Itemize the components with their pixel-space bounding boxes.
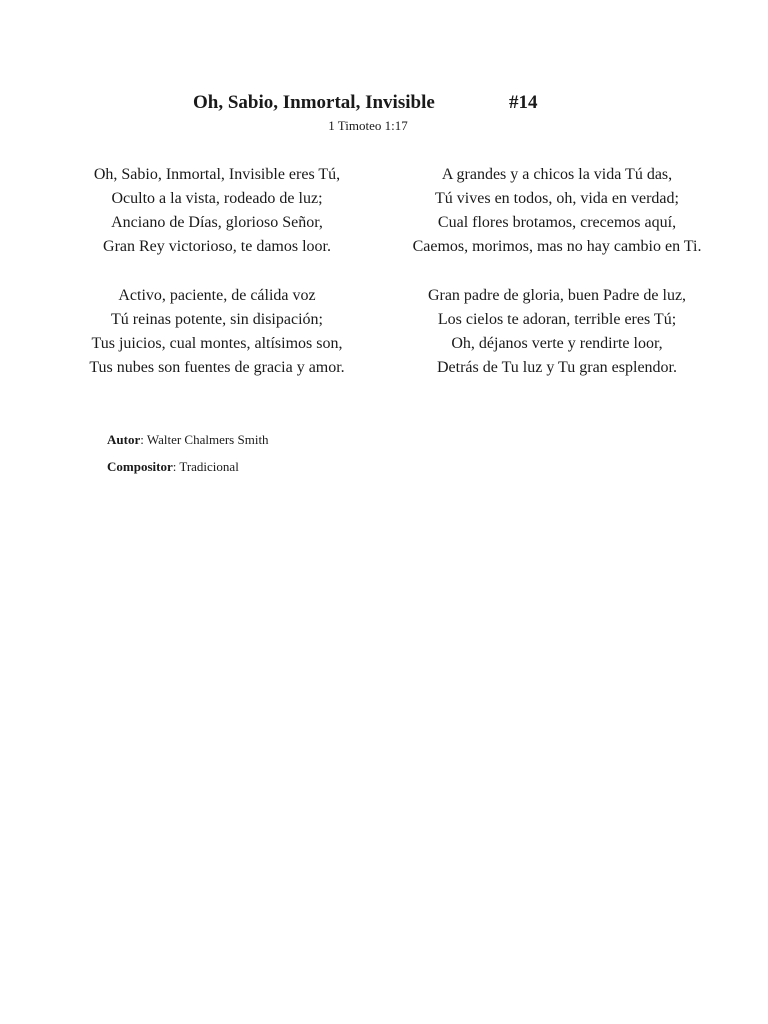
author-credit bbox=[107, 430, 269, 457]
stanza-4 bbox=[390, 284, 724, 380]
lyric-line: Detrás de Tu luz y Tu gran esplendor. bbox=[437, 359, 677, 376]
lyric-line: Gran Rey victorioso, te damos loor. bbox=[103, 238, 331, 255]
lyric-line: Activo, paciente, de cálida voz bbox=[118, 287, 316, 304]
lyric-line: Tus nubes son fuentes de gracia y amor. bbox=[89, 359, 345, 376]
author-name: : Walter Chalmers Smith bbox=[140, 432, 269, 447]
hymn-header bbox=[0, 92, 768, 120]
composer-credit bbox=[107, 457, 269, 484]
hymn-title: Oh, Sabio, Inmortal, Invisible bbox=[193, 92, 435, 113]
lyric-line: Cual flores brotamos, crecemos aquí, bbox=[437, 214, 677, 231]
lyric-line: Gran padre de gloria, buen Padre de luz, bbox=[427, 287, 687, 304]
lyrics-column-left bbox=[60, 163, 374, 405]
lyric-line: Caemos, morimos, mas no hay cambio en Ti. bbox=[412, 238, 702, 255]
composer-label: Compositor bbox=[107, 459, 173, 474]
stanza-3 bbox=[390, 163, 724, 259]
lyric-line: Tus juicios, cual montes, altísimos son, bbox=[91, 335, 343, 352]
lyric-line: Oh, Sabio, Inmortal, Invisible eres Tú, bbox=[93, 166, 341, 183]
stanza-1 bbox=[60, 163, 374, 259]
lyrics-column-right bbox=[390, 163, 724, 405]
stanza-2 bbox=[60, 284, 374, 380]
lyric-line: Los cielos te adoran, terrible eres Tú; bbox=[437, 311, 677, 328]
lyric-line: Oculto a la vista, rodeado de luz; bbox=[111, 190, 323, 207]
lyric-line: Oh, déjanos verte y rendirte loor, bbox=[451, 335, 663, 352]
hymn-number: #14 bbox=[509, 92, 538, 113]
lyric-line: Tú vives en todos, oh, vida en verdad; bbox=[435, 190, 679, 207]
scripture-reference: 1 Timoteo 1:17 bbox=[328, 118, 408, 133]
lyric-line: Anciano de Días, glorioso Señor, bbox=[111, 214, 323, 231]
lyric-line: A grandes y a chicos la vida Tú das, bbox=[441, 166, 673, 183]
lyric-line: Tú reinas potente, sin disipación; bbox=[111, 311, 323, 328]
composer-name: : Tradicional bbox=[172, 459, 239, 474]
credits bbox=[107, 430, 269, 484]
author-label: Autor bbox=[107, 432, 141, 447]
